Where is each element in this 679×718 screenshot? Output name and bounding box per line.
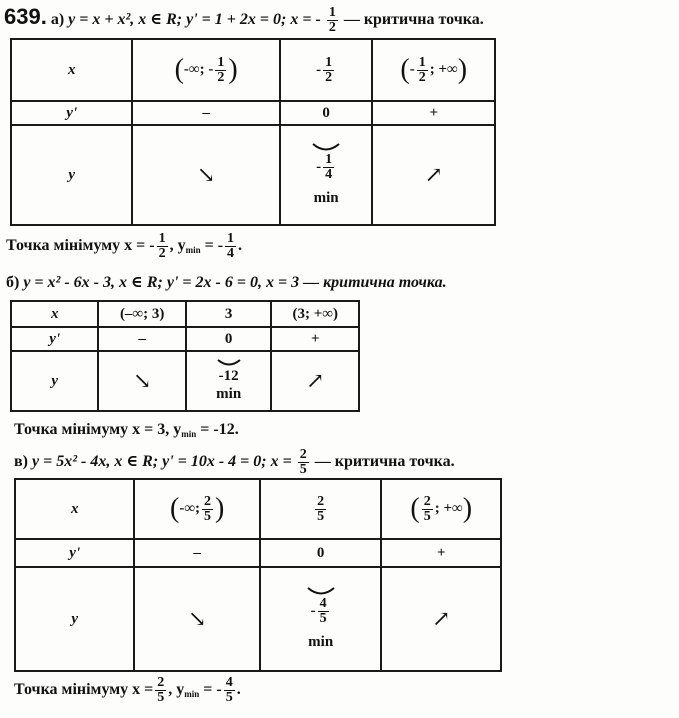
part-c-crit-fraction: $\frac{2}{5}$: [299, 447, 307, 477]
part-b-equation: y = x² - 6x - 3, x ∈ R; y' = 2x - 6 = 0, x = 3 — критична точка.: [23, 274, 447, 291]
part-a-crit-fraction: $\frac{1}{2}$: [328, 4, 336, 35]
part-a-label: а): [50, 11, 65, 28]
decreasing-arrow-icon: ↘: [98, 351, 185, 411]
part-c-crit-suffix: — критична точка.: [314, 453, 455, 471]
interval-left: (-∞; - $\frac{1}{2}$ ): [132, 39, 279, 101]
part-b-table: [10, 300, 360, 412]
decreasing-arrow-icon: ↘: [134, 567, 260, 671]
min-label: min: [313, 189, 339, 206]
sign-critical: 0: [260, 539, 382, 567]
row-x-label: x: [11, 39, 132, 101]
increasing-arrow-icon: ↗: [271, 351, 359, 411]
sign-right: +: [372, 101, 495, 125]
sign-critical: 0: [280, 101, 373, 125]
min-label: min: [216, 385, 242, 402]
part-a-equation: y = x + x², x ∈ R; y' = 1 + 2x = 0; x = -: [68, 11, 321, 28]
interval-right: ( $\frac{2}{5}$ ; +∞): [381, 479, 501, 539]
min-label: min: [308, 633, 334, 650]
part-c-equation: y = 5x² - 4x, x ∈ R; y' = 10x - 4 = 0; x =: [31, 453, 292, 471]
row-derivative-label: y': [11, 327, 98, 351]
part-b-conclusion: Точка мінімуму x = 3, $y_{min} = -12$.: [14, 421, 239, 439]
interval-left: (-∞; $\frac{2}{5}$ ): [134, 479, 260, 539]
minimum-cell: [186, 351, 272, 411]
part-c-label: в): [14, 453, 28, 471]
increasing-arrow-icon: ↗: [381, 567, 501, 671]
row-function-label: y: [15, 567, 134, 671]
header-critical: 3: [186, 301, 272, 327]
sign-left: –: [132, 101, 279, 125]
minimum-cell: - $\frac{1}{4}$ min: [280, 125, 373, 225]
sign-left: –: [134, 539, 260, 567]
part-c-table: [14, 478, 502, 672]
row-function-label: y: [11, 351, 98, 411]
part-a-crit-suffix: — критична точка.: [343, 11, 484, 28]
part-c-conclusion: Точка мінімуму x = $\frac{2}{5}$ , $y_{min}$ = - $\frac{4}{5}$ .: [14, 675, 241, 705]
part-c-statement: [14, 448, 455, 477]
header-interval-left: (–∞; 3): [98, 301, 185, 327]
decreasing-arrow-icon: ↘: [132, 125, 279, 225]
critical-point: - $\frac{1}{2}$: [280, 39, 373, 101]
header-interval-right: (3; +∞): [271, 301, 359, 327]
problem-number: 639.: [4, 4, 47, 29]
row-x-label: x: [15, 479, 134, 539]
part-a-table: [10, 38, 496, 226]
min-value: -12: [218, 368, 239, 385]
part-b-statement: [6, 272, 447, 292]
minimum-cell: - $\frac{4}{5}$ min: [260, 567, 382, 671]
header-x: x: [11, 301, 98, 327]
part-b-label: б): [6, 274, 20, 291]
row-derivative-label: y': [15, 539, 134, 567]
part-a-statement: [4, 4, 484, 35]
interval-right: (- $\frac{1}{2}$ ; +∞): [372, 39, 495, 101]
sign-critical: 0: [186, 327, 272, 351]
part-a-conclusion: Точка мінімуму x = - $\frac{1}{2}$ , $y_{min}$ = - $\frac{1}{4}$ .: [6, 231, 243, 261]
row-function-label: y: [11, 125, 132, 225]
sign-right: +: [381, 539, 501, 567]
critical-point: $\frac{2}{5}$: [260, 479, 382, 539]
row-derivative-label: y': [11, 101, 132, 125]
sign-left: –: [98, 327, 185, 351]
sign-right: +: [271, 327, 359, 351]
increasing-arrow-icon: ↗: [372, 125, 495, 225]
minimum-arch-icon: [216, 359, 242, 368]
